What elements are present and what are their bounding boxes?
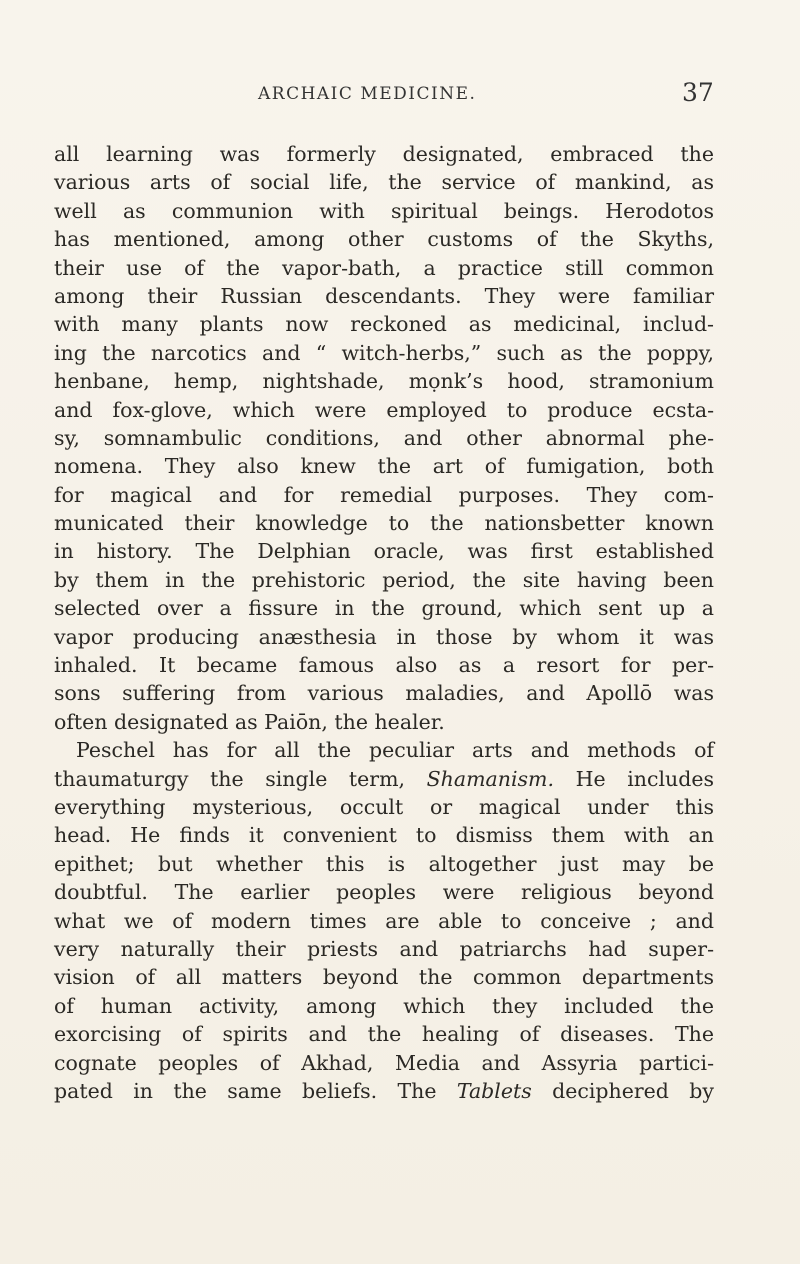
text-line: henbane, hemp, nightshade, mọnk’s hood, stramonium: [54, 369, 714, 394]
text-line: cognate peoples of Akhad, Media and Assyria partici-: [54, 1050, 714, 1075]
text-segment: thaumaturgy the single term,: [54, 766, 427, 791]
text-line: ing the narcotics and “ witch-herbs,” such as the poppy,: [54, 340, 714, 365]
text-line: has mentioned, among other customs of the Skyths,: [54, 227, 714, 252]
text-line-with-italic: [54, 1077, 714, 1105]
text-line-with-italic: [54, 765, 714, 793]
text-line: sons suffering from various maladies, and Apollō was: [54, 681, 714, 706]
text-line: in history. The Delphian oracle, was first established: [54, 539, 714, 564]
text-line: various arts of social life, the service of mankind, as: [54, 170, 714, 195]
text-line: well as communion with spiritual beings. Herodotos: [54, 198, 714, 223]
text-line: head. He finds it convenient to dismiss them with an: [54, 823, 714, 848]
text-line: of human activity, among which they included the: [54, 993, 714, 1018]
text-line: very naturally their priests and patriarchs had super-: [54, 936, 714, 961]
text-line: for magical and for remedial purposes. They com-: [54, 482, 714, 507]
text-segment: pated in the same beliefs. The: [54, 1078, 457, 1103]
text-line: exorcising of spirits and the healing of diseases. The: [54, 1022, 714, 1047]
text-line: with many plants now reckoned as medicinal, includ-: [54, 312, 714, 337]
text-line: selected over a fissure in the ground, which sent up a: [54, 596, 714, 621]
running-head-title: ARCHAIC MEDICINE.: [258, 84, 477, 104]
italic-term: Shamanism.: [426, 766, 555, 791]
text-line: among their Russian descendants. They were familiar: [54, 283, 714, 308]
page-number: 37: [682, 78, 714, 107]
running-head: [0, 78, 800, 114]
text-line: everything mysterious, occult or magical under this: [54, 794, 714, 819]
text-line: epithet; but whether this is altogether just may be: [54, 851, 714, 876]
text-segment: deciphered by: [531, 1078, 714, 1103]
text-line: nomena. They also knew the art of fumigation, both: [54, 454, 714, 479]
text-line: by them in the prehistoric period, the site having been: [54, 567, 714, 592]
text-line: sy, somnambulic conditions, and other abnormal phe-: [54, 425, 714, 450]
italic-term: Tablets: [456, 1078, 532, 1103]
paragraph-end-line: often designated as Paiōn, the healer.: [54, 709, 445, 734]
text-segment: He includes: [554, 766, 714, 791]
text-line: vision of all matters beyond the common departments: [54, 965, 714, 990]
text-line: vapor producing anæsthesia in those by whom it was: [54, 624, 714, 649]
text-line: and fox-glove, which were employed to produce ecsta-: [54, 397, 714, 422]
body-text: [54, 140, 714, 1105]
paragraph-start-line: Peschel has for all the peculiar arts and methods of: [76, 738, 714, 763]
text-line: doubtful. The earlier peoples were religious beyond: [54, 880, 714, 905]
text-line: municated their knowledge to the nationsbetter known: [54, 511, 714, 536]
text-line: all learning was formerly designated, embraced the: [54, 142, 714, 166]
text-line: what we of modern times are able to conceive ; and: [54, 908, 714, 933]
text-line: their use of the vapor-bath, a practice still common: [54, 255, 714, 280]
text-line: inhaled. It became famous also as a resort for per-: [54, 653, 714, 678]
